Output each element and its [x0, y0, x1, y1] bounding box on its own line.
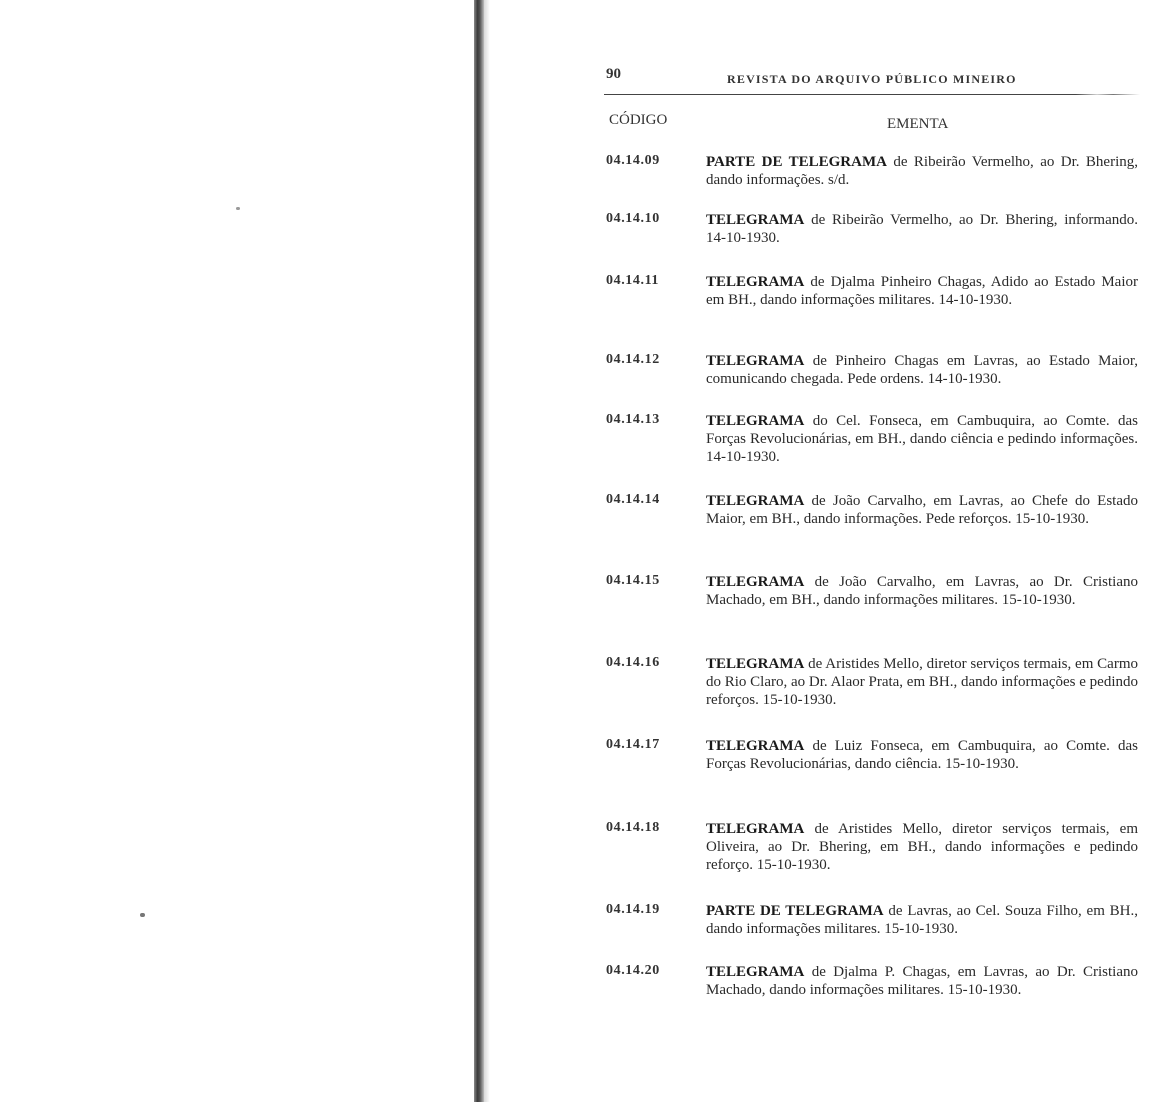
entry-lead: TELEGRAMA — [706, 353, 805, 369]
entry-body: de João Carvalho, em Lavras, ao Chefe do Estado Maior, em BH., dando informações. Pede reforços. 15-10-1930. — [706, 493, 1138, 527]
entry-lead: TELEGRAMA — [706, 738, 805, 754]
entry-body: de Lavras, ao Cel. Souza Filho, em BH., dando informações militares. 15-10-1930. — [706, 903, 1138, 937]
entry-lead: PARTE DE TELEGRAMA — [706, 903, 884, 919]
entry-body: de Aristides Mello, diretor serviços termais, em Oliveira, ao Dr. Bhering, em BH., dando informações e pedindo reforço. 15-10-1930. — [706, 821, 1138, 873]
gutter-shadow — [484, 0, 490, 1102]
entry-body: de Ribeirão Vermelho, ao Dr. Bhering, informando. 14-10-1930. — [706, 212, 1138, 246]
entry-code: 04.14.19 — [606, 902, 660, 917]
entry-body: de Djalma Pinheiro Chagas, Adido ao Estado Maior em BH., dando informações militares. 14-10-1930. — [706, 274, 1138, 308]
book-gutter — [474, 0, 484, 1102]
entry-body: de Luiz Fonseca, em Cambuquira, ao Comte. das Forças Revolucionárias, dando ciência. 15-10-1930. — [706, 738, 1138, 772]
entry-code: 04.14.18 — [606, 820, 660, 835]
entry-code: 04.14.12 — [606, 352, 660, 367]
entry-lead: TELEGRAMA — [706, 821, 805, 837]
entry-lead: TELEGRAMA — [706, 964, 805, 980]
entry-lead: TELEGRAMA — [706, 493, 805, 509]
entry-body: de Djalma P. Chagas, em Lavras, ao Dr. Cristiano Machado, dando informações militares. 15-10-1930. — [706, 964, 1138, 998]
entry-code: 04.14.15 — [606, 573, 660, 588]
entry-text — [706, 902, 1138, 938]
entry-text — [706, 153, 1138, 189]
entry-text — [706, 820, 1138, 874]
entry-body: do Cel. Fonseca, em Cambuquira, ao Comte. das Forças Revolucionárias, em BH., dando ciência e pedindo informações. 14-10-1930. — [706, 413, 1138, 465]
entry-code: 04.14.14 — [606, 492, 660, 507]
entry-body: de Aristides Mello, diretor serviços termais, em Carmo do Rio Claro, ao Dr. Alaor Prata, em BH., dando informações e pedindo reforços. 15-10-1930. — [706, 656, 1138, 708]
entry-text — [706, 573, 1138, 609]
entry-code: 04.14.16 — [606, 655, 660, 670]
entry-text — [706, 737, 1138, 773]
entry-body: de João Carvalho, em Lavras, ao Dr. Cristiano Machado, em BH., dando informações militares. 15-10-1930. — [706, 574, 1138, 608]
running-head: REVISTA DO ARQUIVO PÚBLICO MINEIRO — [727, 72, 1017, 86]
paper-speck — [236, 207, 240, 210]
entry-code: 04.14.20 — [606, 963, 660, 978]
entry-text — [706, 273, 1138, 309]
entry-code: 04.14.17 — [606, 737, 660, 752]
entry-lead: TELEGRAMA — [706, 274, 805, 290]
entry-text — [706, 655, 1138, 709]
entry-text — [706, 963, 1138, 999]
entry-code: 04.14.10 — [606, 211, 660, 226]
column-header-ementa: EMENTA — [887, 116, 949, 132]
column-header-code: CÓDIGO — [609, 112, 668, 128]
entry-code: 04.14.11 — [606, 273, 660, 288]
entry-lead: TELEGRAMA — [706, 212, 805, 228]
entry-text — [706, 492, 1138, 528]
header-rule — [604, 94, 1140, 95]
entry-lead: TELEGRAMA — [706, 574, 805, 590]
page-number: 90 — [606, 66, 621, 82]
entry-text — [706, 211, 1138, 247]
entry-code: 04.14.13 — [606, 412, 660, 427]
entry-body: de Pinheiro Chagas em Lavras, ao Estado Maior, comunicando chegada. Pede ordens. 14-10-1930. — [706, 353, 1138, 387]
entry-text — [706, 412, 1138, 466]
entry-code: 04.14.09 — [606, 153, 660, 168]
paper-speck — [140, 913, 145, 917]
entry-lead: TELEGRAMA — [706, 656, 805, 672]
entry-text — [706, 352, 1138, 388]
entry-lead: TELEGRAMA — [706, 413, 805, 429]
entry-body: de Ribeirão Vermelho, ao Dr. Bhering, dando informações. s/d. — [706, 154, 1138, 188]
entry-lead: PARTE DE TELEGRAMA — [706, 154, 887, 170]
